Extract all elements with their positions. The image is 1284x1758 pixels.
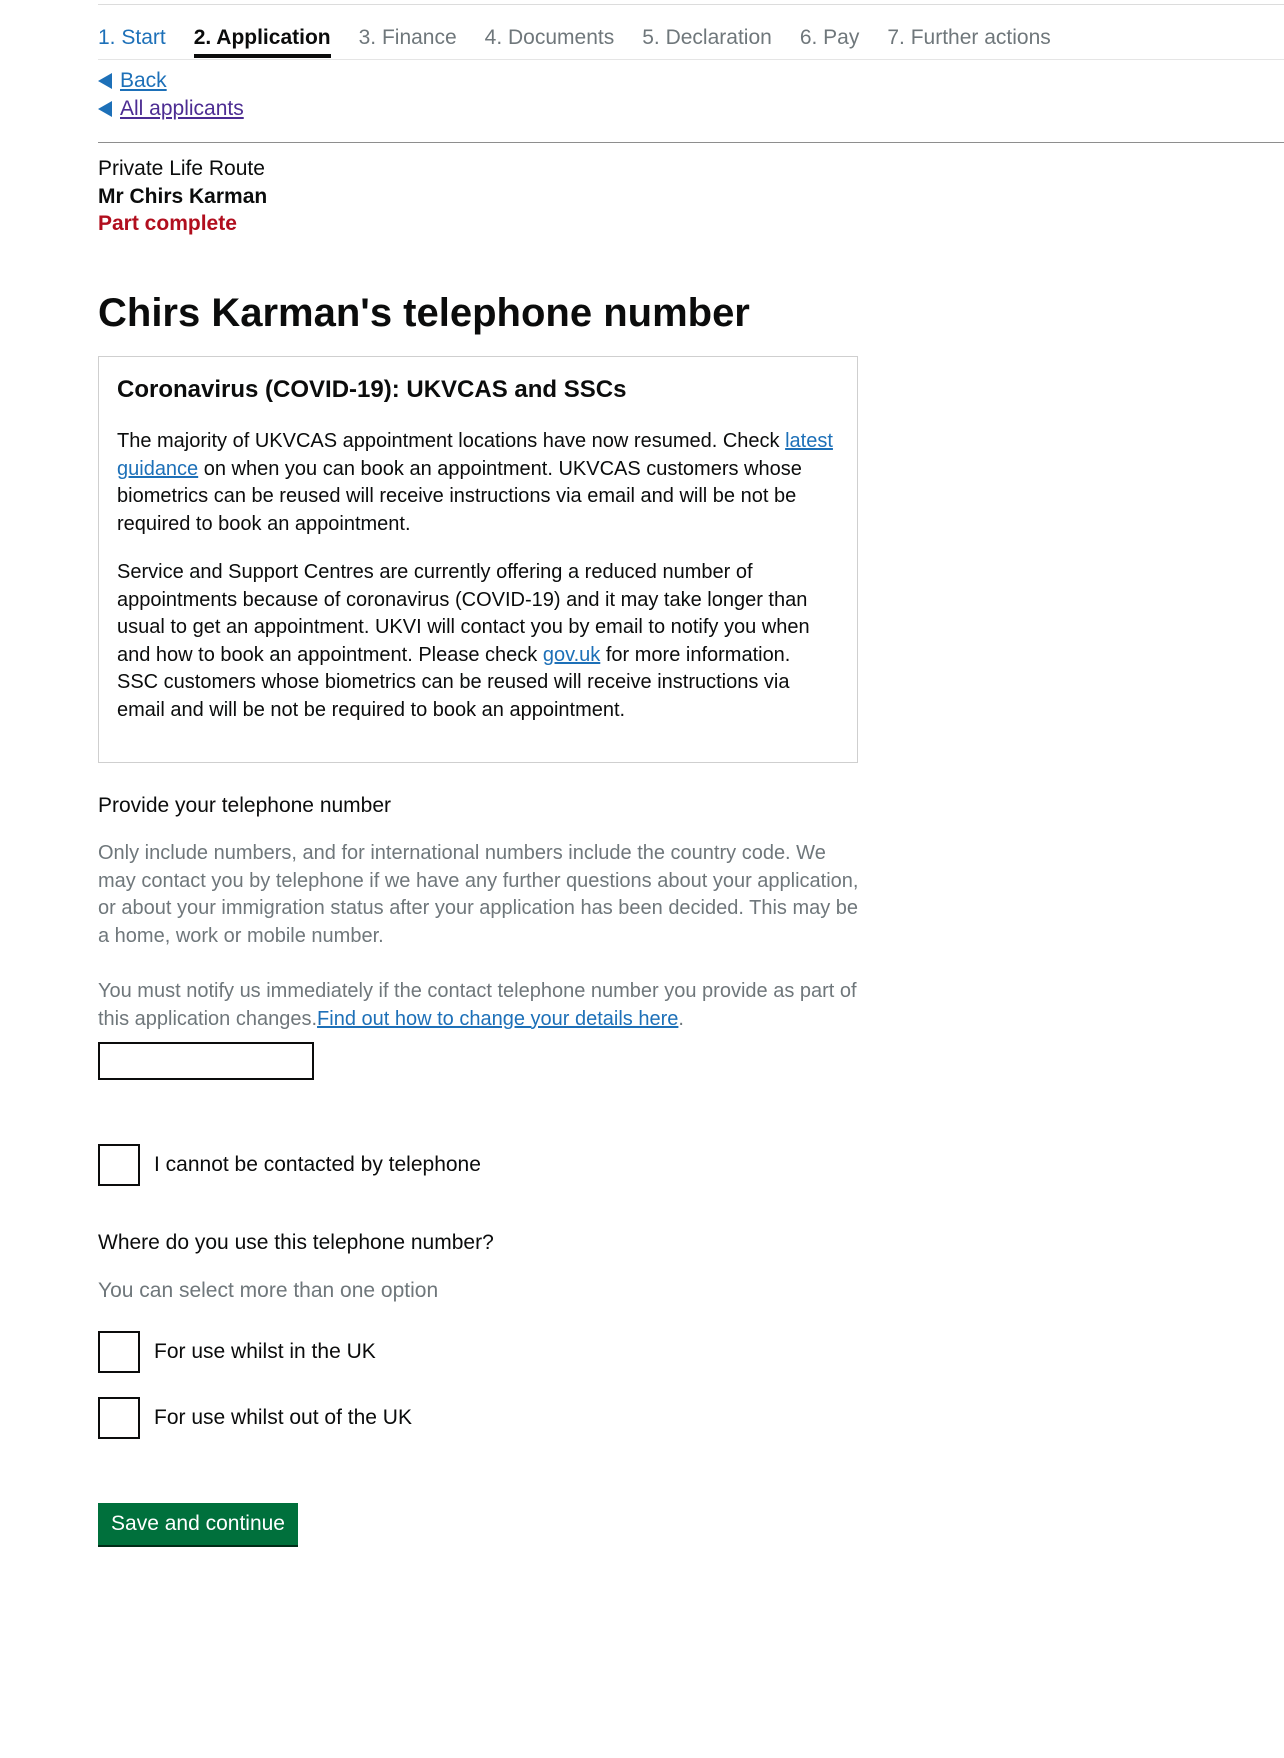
telephone-input[interactable] [98, 1042, 314, 1080]
step-documents: 4. Documents [484, 26, 615, 49]
hint-text: . [678, 1007, 684, 1030]
page-title: Chirs Karman's telephone number [98, 291, 750, 335]
progress-steps [98, 24, 1079, 60]
top-border [98, 4, 1284, 5]
usage-in-uk-checkbox[interactable] [98, 1331, 140, 1373]
cannot-contact-option[interactable] [98, 1144, 481, 1186]
back-link[interactable] [98, 69, 167, 93]
step-application: 2. Application [194, 24, 331, 58]
latest-guidance-link[interactable]: latest guidance [117, 430, 833, 480]
save-and-continue-button[interactable]: Save and continue [98, 1503, 298, 1545]
notice-text: Service and Support Centres are currently offering a reduced number of appointments because of coronavirus (COVID-19) and it may take longer than usual to get an appointment. UKVI will contact you by email to notify you when and how to book an appointment. Please check [117, 561, 810, 666]
notice-paragraph-1 [117, 428, 837, 538]
progress-divider [98, 59, 1284, 60]
change-details-link[interactable]: Find out how to change your details here [317, 1007, 679, 1030]
cannot-contact-label: I cannot be contacted by telephone [154, 1153, 481, 1176]
usage-hint: You can select more than one option [98, 1279, 439, 1302]
usage-out-of-uk-checkbox[interactable] [98, 1397, 140, 1439]
usage-out-of-uk-label: For use whilst out of the UK [154, 1406, 412, 1429]
header-divider [98, 142, 1284, 143]
notice-text: The majority of UKVCAS appointment locations have now resumed. Check [117, 430, 786, 452]
back-arrow-icon [98, 73, 112, 89]
all-applicants-link[interactable] [98, 97, 244, 121]
telephone-label: Provide your telephone number [98, 794, 392, 817]
back-link-label: Back [120, 69, 167, 92]
notice-text: for more information. SSC customers whose biometrics can be reused will receive instructions via email and will be not be required to book an appointment. [117, 643, 791, 721]
route-name: Private Life Route [98, 157, 265, 180]
notify-change-hint [98, 978, 868, 1033]
notice-paragraph-2 [117, 559, 837, 725]
step-declaration: 5. Declaration [642, 26, 772, 49]
telephone-hint: Only include numbers, and for international numbers include the country code. We may contact you by telephone if we have any further questions about your application, or about your immigration status after your application has been decided. This may be a home, work or mobile number. [98, 842, 859, 947]
usage-question: Where do you use this telephone number? [98, 1231, 494, 1254]
covid-notice [98, 356, 858, 763]
usage-in-uk-option[interactable] [98, 1331, 376, 1373]
back-arrow-icon [98, 101, 112, 117]
applicant-name: Mr Chirs Karman [98, 185, 268, 208]
step-start[interactable]: 1. Start [98, 26, 166, 49]
usage-in-uk-label: For use whilst in the UK [154, 1340, 376, 1363]
hint-text: You must notify us immediately if the contact telephone number you provide as part of this application changes. [98, 980, 857, 1030]
cannot-contact-checkbox[interactable] [98, 1144, 140, 1186]
all-applicants-label: All applicants [120, 97, 244, 120]
status-badge: Part complete [98, 212, 237, 235]
step-pay: 6. Pay [799, 26, 860, 49]
step-finance: 3. Finance [358, 26, 457, 49]
step-further-actions: 7. Further actions [887, 26, 1051, 49]
notice-text: on when you can book an appointment. UKVCAS customers whose biometrics can be reused will receive instructions via email and will be not be required to book an appointment. [117, 457, 802, 535]
gov-uk-link[interactable]: gov.uk [542, 643, 601, 666]
notice-heading: Coronavirus (COVID-19): UKVCAS and SSCs [117, 376, 627, 403]
usage-out-of-uk-option[interactable] [98, 1397, 412, 1439]
